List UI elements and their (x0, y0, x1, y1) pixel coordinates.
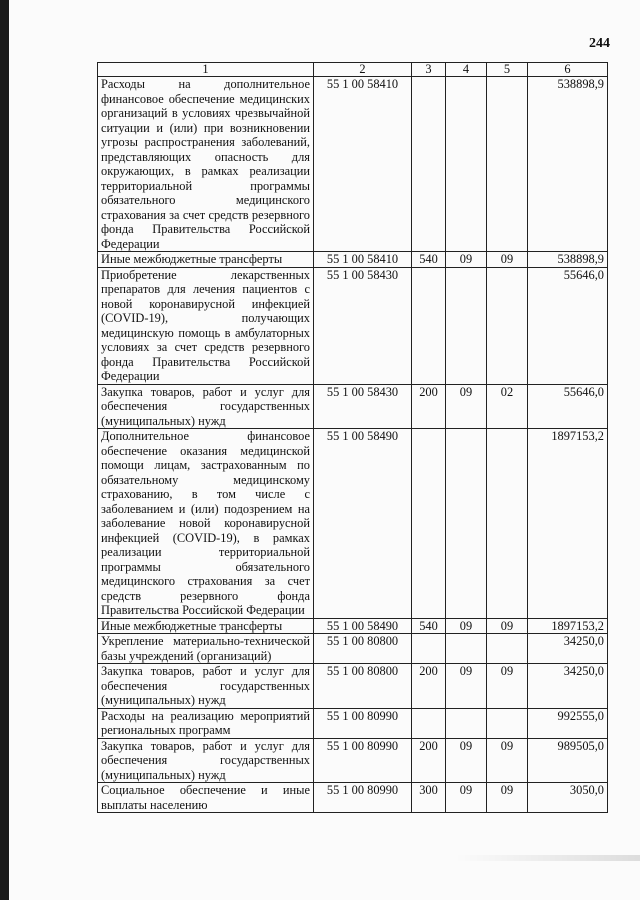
amount: 992555,0 (528, 708, 608, 738)
target-article-code: 55 1 00 80990 (314, 738, 412, 783)
budget-table (97, 62, 608, 813)
target-article-code: 55 1 00 80800 (314, 664, 412, 709)
expense-type-code (412, 267, 446, 384)
column-header: 2 (314, 63, 412, 77)
page-number: 244 (589, 36, 610, 51)
section-code (446, 708, 487, 738)
expense-type-code: 200 (412, 384, 446, 429)
expense-type-code (412, 634, 446, 664)
table-row (98, 267, 608, 384)
subsection-code (487, 77, 528, 252)
subsection-code (487, 429, 528, 619)
expense-name: Закупка товаров, работ и услуг для обеспечения государственных (муниципальных) нужд (98, 738, 314, 783)
subsection-code: 02 (487, 384, 528, 429)
target-article-code: 55 1 00 80800 (314, 634, 412, 664)
subsection-code: 09 (487, 664, 528, 709)
amount: 538898,9 (528, 77, 608, 252)
scan-edge-bar (0, 0, 9, 900)
table-row (98, 708, 608, 738)
expense-name: Иные межбюджетные трансферты (98, 252, 314, 268)
expense-type-code: 200 (412, 738, 446, 783)
section-code (446, 267, 487, 384)
column-header: 5 (487, 63, 528, 77)
column-header: 3 (412, 63, 446, 77)
target-article-code: 55 1 00 58490 (314, 618, 412, 634)
table-row (98, 664, 608, 709)
section-code (446, 429, 487, 619)
amount: 34250,0 (528, 664, 608, 709)
amount: 989505,0 (528, 738, 608, 783)
section-code: 09 (446, 618, 487, 634)
table-row (98, 634, 608, 664)
section-code: 09 (446, 664, 487, 709)
expense-name: Дополнительное финансовое обеспечение оказания медицинской помощи лицам, застрахованным по обязательному медицинскому страхованию, в том числе с заболеванием и (или) подозрением на заболевание новой коронавирусной инфекцией (COVID-19), в рамках реализации территориальной программы обязательного медицинского страхования за счет средств резервного фонда Правительства Российской Федерации (98, 429, 314, 619)
target-article-code: 55 1 00 58430 (314, 267, 412, 384)
section-code: 09 (446, 783, 487, 813)
table-row (98, 738, 608, 783)
table-row (98, 783, 608, 813)
scan-shadow (455, 855, 640, 861)
subsection-code: 09 (487, 783, 528, 813)
target-article-code: 55 1 00 58490 (314, 429, 412, 619)
section-code: 09 (446, 738, 487, 783)
subsection-code: 09 (487, 738, 528, 783)
table-row (98, 252, 608, 268)
expense-type-code (412, 77, 446, 252)
target-article-code: 55 1 00 80990 (314, 708, 412, 738)
expense-name: Закупка товаров, работ и услуг для обеспечения государственных (муниципальных) нужд (98, 664, 314, 709)
amount: 1897153,2 (528, 429, 608, 619)
table-row (98, 77, 608, 252)
amount: 3050,0 (528, 783, 608, 813)
expense-type-code: 300 (412, 783, 446, 813)
section-code (446, 77, 487, 252)
subsection-code (487, 634, 528, 664)
table-row (98, 429, 608, 619)
amount: 538898,9 (528, 252, 608, 268)
amount: 55646,0 (528, 267, 608, 384)
amount: 34250,0 (528, 634, 608, 664)
target-article-code: 55 1 00 58430 (314, 384, 412, 429)
expense-name: Расходы на реализацию мероприятий региональных программ (98, 708, 314, 738)
expense-name: Социальное обеспечение и иные выплаты населению (98, 783, 314, 813)
expense-type-code: 540 (412, 618, 446, 634)
target-article-code: 55 1 00 58410 (314, 77, 412, 252)
table-header-row (98, 63, 608, 77)
target-article-code: 55 1 00 58410 (314, 252, 412, 268)
section-code: 09 (446, 384, 487, 429)
expense-name: Иные межбюджетные трансферты (98, 618, 314, 634)
expense-name: Расходы на дополнительное финансовое обеспечение медицинских организаций в условиях чрезвычайной ситуации и (или) при возникновении угрозы распространения заболеваний, представляющих опасность для окружающих, в рамках реализации территориальной программы обязательного медицинского страхования за счет средств резервного фонда Правительства Российской Федерации (98, 77, 314, 252)
section-code (446, 634, 487, 664)
expense-type-code: 200 (412, 664, 446, 709)
expense-name: Закупка товаров, работ и услуг для обеспечения государственных (муниципальных) нужд (98, 384, 314, 429)
expense-type-code (412, 708, 446, 738)
expense-type-code: 540 (412, 252, 446, 268)
table-row (98, 384, 608, 429)
subsection-code (487, 267, 528, 384)
subsection-code (487, 708, 528, 738)
section-code: 09 (446, 252, 487, 268)
expense-type-code (412, 429, 446, 619)
expense-name: Укрепление материально-технической базы учреждений (организаций) (98, 634, 314, 664)
subsection-code: 09 (487, 618, 528, 634)
amount: 1897153,2 (528, 618, 608, 634)
target-article-code: 55 1 00 80990 (314, 783, 412, 813)
subsection-code: 09 (487, 252, 528, 268)
column-header: 4 (446, 63, 487, 77)
amount: 55646,0 (528, 384, 608, 429)
table-row (98, 618, 608, 634)
expense-name: Приобретение лекарственных препаратов для лечения пациентов с новой коронавирусной инфекцией (COVID-19), получающих медицинскую помощь в амбулаторных условиях за счет средств резервного фонда Правительства Российской Федерации (98, 267, 314, 384)
column-header: 6 (528, 63, 608, 77)
column-header: 1 (98, 63, 314, 77)
